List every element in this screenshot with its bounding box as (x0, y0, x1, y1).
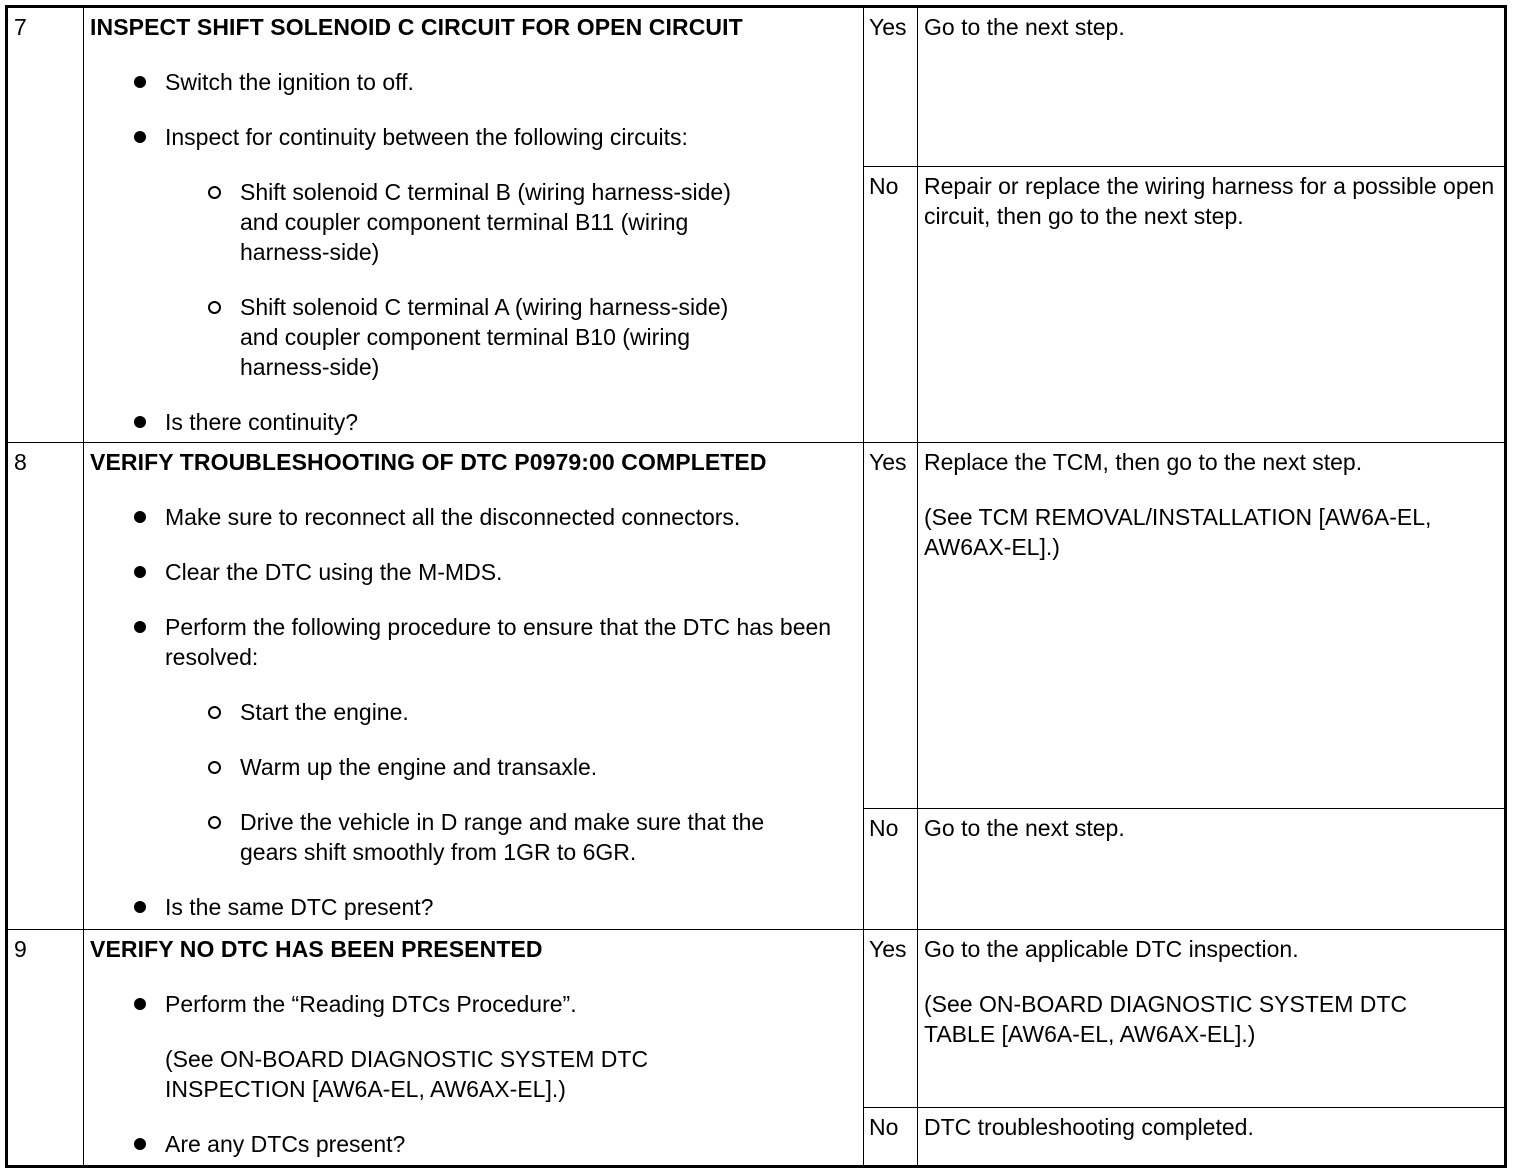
step-number: 8 (7, 443, 84, 930)
sub-list (90, 697, 843, 867)
bullet-text: Perform the “Reading DTCs Procedure”. (165, 991, 577, 1017)
step-number: 9 (7, 930, 84, 1167)
step-title: VERIFY NO DTC HAS BEEN PRESENTED (90, 936, 543, 962)
step-number: 7 (7, 7, 84, 443)
bullet-item: Switch the ignition to off. (90, 67, 843, 97)
bullet-item: Make sure to reconnect all the disconnected connectors. (90, 502, 843, 532)
bullet-item: Clear the DTC using the M-MDS. (90, 557, 843, 587)
bullet-item: Perform the following procedure to ensure that the DTC has been resolved: (90, 612, 843, 672)
yes-result-cell (918, 930, 1506, 1108)
step-7-row-yes (7, 7, 1506, 167)
yes-reference: (See TCM REMOVAL/INSTALLATION [AW6A-EL, AW6AX-EL].) (924, 504, 1432, 560)
step-9-row-yes (7, 930, 1506, 1108)
bullet-item: Inspect for continuity between the following circuits: (90, 122, 843, 152)
no-result: Go to the next step. (918, 809, 1506, 930)
sub-bullet-item: Drive the vehicle in D range and make sure that the gears shift smoothly from 1GR to 6GR. (165, 807, 843, 867)
bullet-question: Is the same DTC present? (90, 892, 843, 922)
sub-bullet-item: Shift solenoid C terminal B (wiring harness-side) and coupler component terminal B11 (wiring harness-side) (165, 177, 843, 267)
step-8-action (84, 443, 864, 930)
bullet-item (90, 989, 843, 1104)
sub-bullet-item: Start the engine. (165, 697, 843, 727)
yes-label: Yes (864, 930, 918, 1108)
sub-bullet-item: Warm up the engine and transaxle. (165, 752, 843, 782)
yes-label: Yes (864, 443, 918, 809)
step-9-action (84, 930, 864, 1167)
diagnostic-procedure-table (5, 5, 1507, 1168)
yes-result-cell (918, 443, 1506, 809)
step-7-action (84, 7, 864, 443)
no-label: No (864, 809, 918, 930)
yes-result: Replace the TCM, then go to the next step. (924, 449, 1363, 475)
bullet-question: Are any DTCs present? (90, 1129, 843, 1159)
yes-label: Yes (864, 7, 918, 167)
no-label: No (864, 167, 918, 443)
step-title: VERIFY TROUBLESHOOTING OF DTC P0979:00 COMPLETED (90, 449, 767, 475)
bullet-note: (See ON-BOARD DIAGNOSTIC SYSTEM DTC INSPECTION [AW6A-EL, AW6AX-EL].) (165, 1046, 649, 1102)
no-label: No (864, 1108, 918, 1167)
sub-list (90, 177, 843, 382)
yes-result: Go to the applicable DTC inspection. (924, 936, 1299, 962)
bullet-question: Is there continuity? (90, 407, 843, 437)
sub-bullet-item: Shift solenoid C terminal A (wiring harness-side) and coupler component terminal B10 (wiring harness-side) (165, 292, 843, 382)
no-result: Repair or replace the wiring harness for a possible open circuit, then go to the next step. (918, 167, 1506, 443)
yes-result: Go to the next step. (918, 7, 1506, 167)
no-result: DTC troubleshooting completed. (918, 1108, 1506, 1167)
yes-reference: (See ON-BOARD DIAGNOSTIC SYSTEM DTC TABLE [AW6A-EL, AW6AX-EL].) (924, 991, 1408, 1047)
step-8-row-yes (7, 443, 1506, 809)
step-title: INSPECT SHIFT SOLENOID C CIRCUIT FOR OPEN CIRCUIT (90, 14, 743, 40)
